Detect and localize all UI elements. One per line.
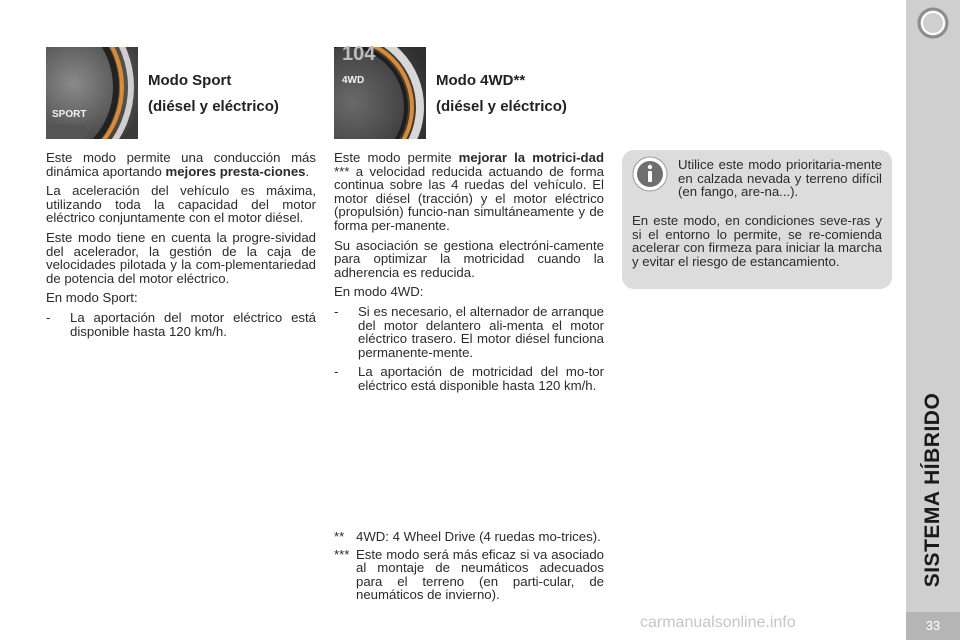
fourwd-list-item-text: La aportación de motricidad del mo-tor eléctrico está disponible hasta 120 km/h.: [358, 364, 604, 393]
sport-title: Modo Sport: [148, 72, 232, 89]
footnote-text: 4WD: 4 Wheel Drive (4 ruedas mo-trices).: [356, 529, 601, 544]
chapter-title: SISTEMA HÍBRIDO: [921, 392, 944, 588]
sport-intro-end: .: [305, 163, 310, 179]
footnote: [334, 548, 604, 602]
fourwd-intro-text: Este modo permite: [334, 150, 459, 165]
fourwd-intro-bold: mejorar la motrici-dad: [458, 150, 605, 165]
sport-intro-bold: mejores presta-ciones: [165, 163, 306, 179]
info-paragraph-2: En este modo, en condiciones seve-ras y si el entorno lo permite, se re-comienda acelerar con firmeza para iniciar la marcha y evitar el riesgo de estancamiento.: [632, 213, 882, 269]
fourwd-subtitle: (diésel y eléctrico): [436, 98, 567, 115]
footnote-mark: ***: [334, 546, 350, 562]
sport-paragraph-4: En modo Sport:: [46, 290, 138, 306]
sport-dial-image: [46, 47, 138, 139]
sport-intro: [46, 151, 316, 178]
sport-paragraph-2: La aceleración del vehículo es máxima, utilizando toda la capacidad del motor eléctrico conjuntamente con el motor diésel.: [46, 183, 316, 226]
sport-list-item: - La aportación del motor eléctrico está disponible hasta 120 km/h.: [46, 309, 316, 339]
sport-paragraph-3: Este modo tiene en cuenta la progre-sividad del acelerador, la gestión de la caja de velocidades pilotada y la com-plementariedad de potencia del motor eléctrico.: [46, 229, 316, 286]
sport-dial-label: SPORT: [52, 109, 87, 120]
fourwd-column: [334, 151, 604, 399]
watermark: carmanualsonline.info: [640, 614, 796, 631]
fourwd-list-item: - La aportación de motricidad del mo-tor eléctrico está disponible hasta 120 km/h.: [334, 364, 604, 393]
info-paragraph-1: Utilice este modo prioritaria-mente en calzada nevada y terreno difícil (en fango, are-na...).: [678, 157, 882, 200]
fourwd-dial-number: 104: [342, 43, 376, 65]
footnote-text: Este modo será más eficaz si va asociado al montaje de neumáticos adecuados para el terreno (en parti-cular, de neumáticos de invierno).: [356, 546, 604, 603]
fourwd-intro-end: *** a velocidad reducida actuando de forma continua sobre las 4 ruedas del vehículo. El motor diésel (tracción) y el motor eléctrico (propulsión) funcio-nan simultáneamente y de forma per-manente.: [334, 163, 604, 233]
fourwd-intro: [334, 151, 604, 233]
sport-column: [46, 151, 316, 344]
footnote: [334, 530, 604, 544]
footnote-mark: **: [334, 529, 345, 544]
fourwd-paragraph-3: En modo 4WD:: [334, 284, 424, 300]
info-box: [622, 150, 892, 289]
fourwd-list-item: - Si es necesario, el alternador de arranque del motor delantero ali-menta el motor eléctrico trasero. El motor diésel funciona permanente-mente.: [334, 303, 604, 360]
page-number: 33: [906, 612, 960, 640]
chapter-title-wrapper: [906, 0, 960, 640]
footnotes: [334, 530, 604, 606]
fourwd-dial-label: 4WD: [342, 75, 365, 86]
sport-subtitle: (diésel y eléctrico): [148, 98, 279, 115]
fourwd-paragraph-2: Su asociación se gestiona electróni-camente para optimizar la motricidad cuando la adherencia es reducida.: [334, 237, 604, 280]
sport-intro-text: Este modo permite una conducción más dinámica aportando: [46, 150, 316, 179]
info-icon: [632, 156, 668, 192]
sport-list-item-text: La aportación del motor eléctrico está disponible hasta 120 km/h.: [70, 309, 316, 339]
fourwd-title: Modo 4WD**: [436, 72, 526, 89]
chapter-sidebar: [906, 0, 960, 640]
fourwd-dial-image: [334, 43, 426, 139]
fourwd-list-item-text: Si es necesario, el alternador de arranque del motor delantero ali-menta el motor eléctrico trasero. El motor diésel funciona permanente-mente.: [358, 303, 604, 360]
